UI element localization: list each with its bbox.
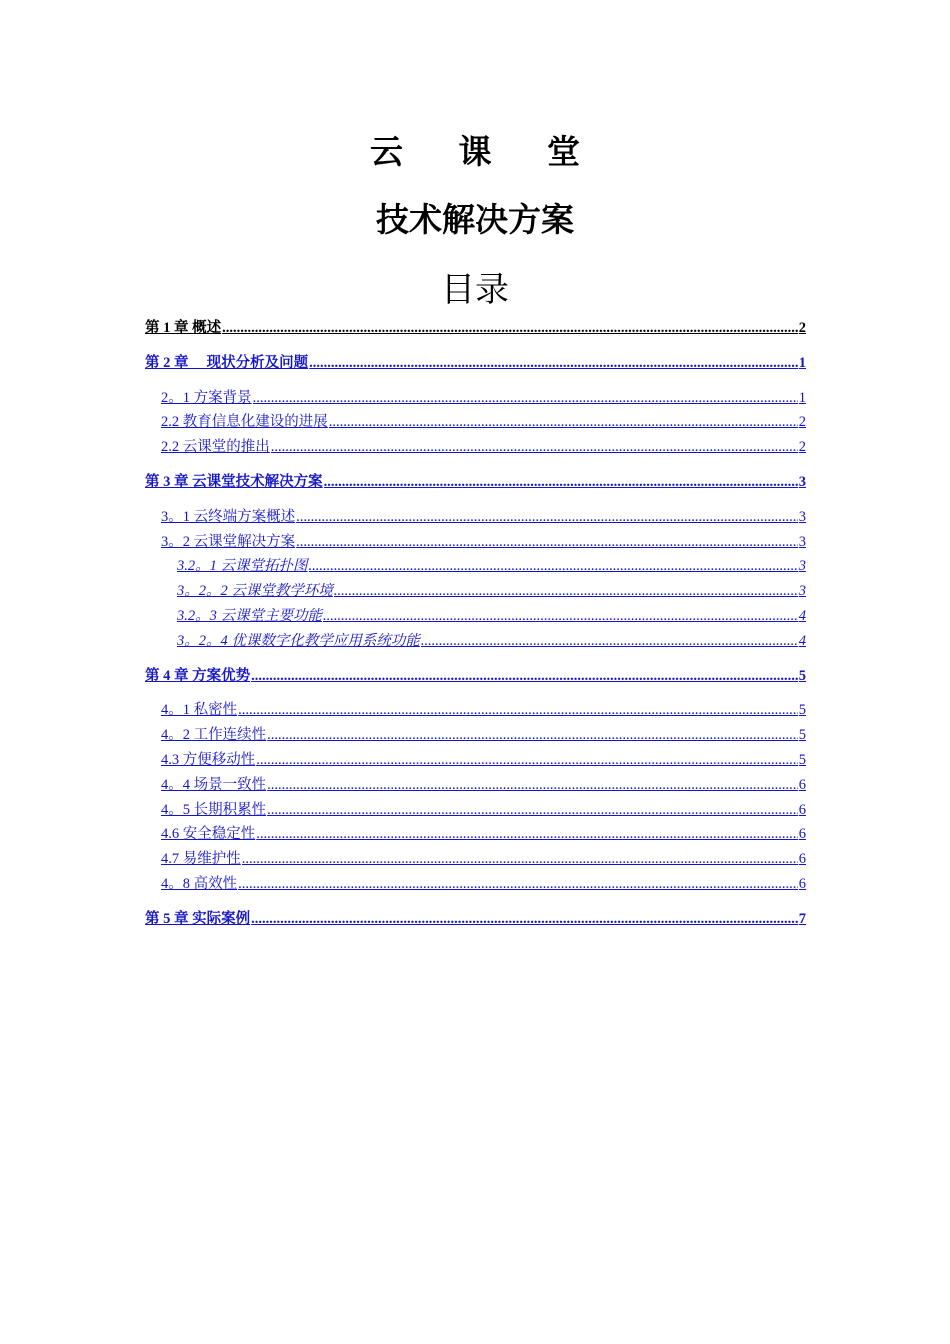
toc-entry-level1[interactable] — [145, 664, 806, 689]
toc-entry-level2[interactable] — [145, 435, 806, 460]
toc-entry-page-number: 5 — [798, 702, 806, 719]
toc-dot-leader — [296, 530, 798, 555]
toc-entry-label: 2.2 教育信息化建设的进展 — [161, 414, 328, 431]
toc-entry-level2[interactable] — [145, 748, 806, 773]
toc-entry-level2[interactable] — [145, 773, 806, 798]
toc-entry-label: 第 1 章 概述 — [145, 320, 222, 336]
document-subtitle: 技术解决方案 — [376, 200, 574, 239]
toc-entry-level2[interactable] — [145, 386, 806, 411]
toc-entry-label: 3.2。3 云课堂主要功能 — [177, 607, 322, 624]
toc-entry-label: 2。1 方案背景 — [161, 389, 252, 406]
document-title: 云 课 堂 — [370, 132, 602, 171]
toc-dot-leader — [324, 470, 798, 495]
toc-entry-label: 4。5 长期积累性 — [161, 801, 267, 818]
toc-entry-label: 4.3 方便移动性 — [161, 751, 256, 768]
toc-entry-page-number: 6 — [798, 776, 806, 793]
toc-entry-level2[interactable] — [145, 847, 806, 872]
toc-entry-level2[interactable] — [145, 530, 806, 555]
toc-entry-level2[interactable] — [145, 798, 806, 823]
toc-dot-leader — [309, 554, 798, 579]
toc-entry-page-number: 1 — [798, 354, 806, 371]
toc-entry-level3[interactable] — [145, 629, 806, 654]
toc-entry-level3[interactable] — [145, 579, 806, 604]
toc-dot-leader — [334, 579, 798, 604]
toc-dot-leader — [251, 907, 798, 932]
toc-dot-leader — [296, 505, 798, 530]
toc-entry-label: 3.2。1 云课堂拓扑图 — [177, 558, 308, 575]
toc-dot-leader — [238, 872, 798, 897]
toc-entry-label: 3。2。2 云课堂教学环境 — [177, 583, 333, 600]
toc-dot-leader — [271, 435, 798, 460]
toc-dot-leader — [323, 604, 798, 629]
toc-entry-page-number: 4 — [798, 607, 806, 624]
toc-entry-page-number: 5 — [798, 667, 806, 684]
toc-dot-leader — [256, 822, 798, 847]
toc-dot-leader — [329, 410, 798, 435]
toc-entry-page-number: 2 — [798, 414, 806, 431]
toc-entry-level2[interactable] — [145, 410, 806, 435]
toc-entry-level2[interactable] — [145, 723, 806, 748]
toc-dot-leader — [256, 748, 798, 773]
toc-dot-leader — [421, 629, 798, 654]
toc-dot-leader — [309, 351, 798, 376]
toc-entry-level1[interactable] — [145, 316, 806, 341]
toc-entry-page-number: 6 — [798, 826, 806, 843]
toc-entry-level1[interactable] — [145, 470, 806, 495]
toc-heading: 目录 — [441, 270, 509, 310]
toc-entry-label: 第 4 章 方案优势 — [145, 667, 251, 684]
toc-entry-page-number: 3 — [798, 533, 806, 550]
toc-entry-level3[interactable] — [145, 554, 806, 579]
toc-entry-label: 第 3 章 云课堂技术解决方案 — [145, 473, 323, 490]
toc-entry-level1[interactable] — [145, 351, 806, 376]
toc-entry-label: 4。4 场景一致性 — [161, 776, 267, 793]
toc-entry-level2[interactable] — [145, 698, 806, 723]
toc-entry-page-number: 2 — [798, 320, 806, 336]
toc-dot-leader — [238, 698, 798, 723]
toc-entry-level1[interactable] — [145, 907, 806, 932]
toc-entry-page-number: 3 — [798, 583, 806, 600]
toc-entry-page-number: 7 — [798, 910, 806, 927]
toc-entry-page-number: 4 — [798, 632, 806, 649]
toc-entry-label: 3。1 云终端方案概述 — [161, 508, 296, 525]
toc-entry-page-number: 5 — [798, 751, 806, 768]
toc-entry-page-number: 3 — [798, 558, 806, 575]
toc-entry-page-number: 6 — [798, 801, 806, 818]
toc-entry-level2[interactable] — [145, 822, 806, 847]
toc-entry-level2[interactable] — [145, 872, 806, 897]
toc-entry-level2[interactable] — [145, 505, 806, 530]
toc-entry-page-number: 1 — [798, 389, 806, 406]
toc-dot-leader — [251, 664, 798, 689]
toc-dot-leader — [267, 798, 798, 823]
toc-dot-leader — [242, 847, 798, 872]
toc-entry-label: 第 2 章 现状分析及问题 — [145, 354, 309, 371]
toc-entry-level3[interactable] — [145, 604, 806, 629]
toc-entry-label: 4。1 私密性 — [161, 702, 238, 719]
toc-entry-label: 3。2。4 优课数字化教学应用系统功能 — [177, 632, 420, 649]
toc-dot-leader — [222, 316, 798, 341]
toc-entry-page-number: 3 — [798, 473, 806, 490]
toc-entry-page-number: 5 — [798, 727, 806, 744]
toc-entry-label: 第 5 章 实际案例 — [145, 910, 251, 927]
toc-entry-page-number: 6 — [798, 851, 806, 868]
toc-entry-label: 4.6 安全稳定性 — [161, 826, 256, 843]
toc-dot-leader — [267, 773, 798, 798]
toc-dot-leader — [267, 723, 798, 748]
toc-entry-page-number: 2 — [798, 439, 806, 456]
toc-entry-label: 4。8 高效性 — [161, 875, 238, 892]
toc-entry-page-number: 6 — [798, 875, 806, 892]
toc-entry-label: 4。2 工作连续性 — [161, 727, 267, 744]
table-of-contents — [145, 316, 806, 932]
toc-dot-leader — [253, 386, 798, 411]
toc-entry-page-number: 3 — [798, 508, 806, 525]
toc-entry-label: 2.2 云课堂的推出 — [161, 439, 270, 456]
toc-entry-label: 3。2 云课堂解决方案 — [161, 533, 296, 550]
toc-entry-label: 4.7 易维护性 — [161, 851, 241, 868]
